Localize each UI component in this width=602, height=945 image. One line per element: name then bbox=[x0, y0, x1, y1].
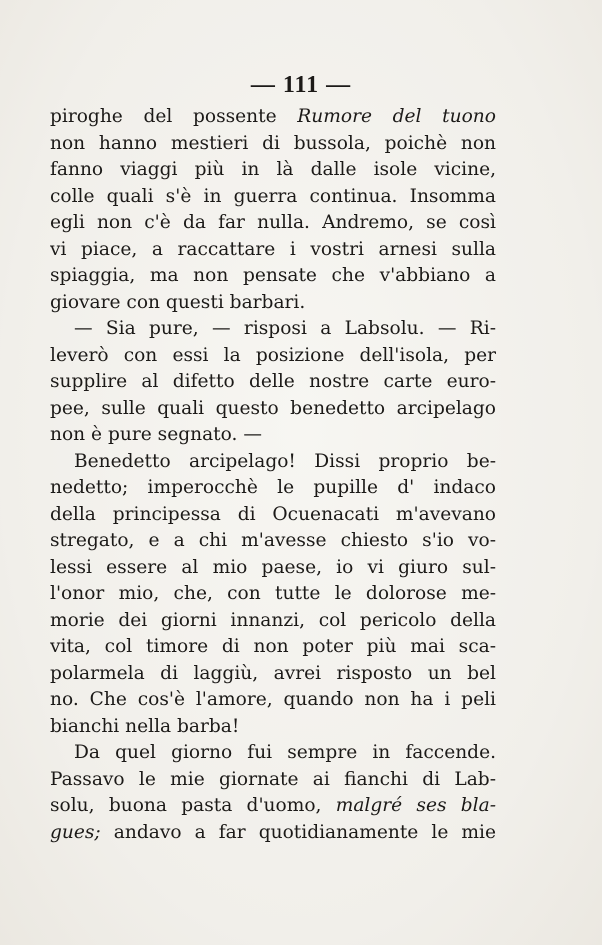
italic-text: malgré ses bla- bbox=[335, 795, 496, 816]
page-number: — 111 — bbox=[250, 72, 352, 98]
text-run: spiaggia, ma non pensate che v'abbiano a bbox=[50, 265, 496, 286]
italic-text: Rumore del tuono bbox=[297, 106, 496, 127]
text-line bbox=[50, 714, 496, 741]
text-run: Passavo le mie giornate ai fianchi di Lab- bbox=[50, 768, 496, 790]
text-line bbox=[50, 634, 496, 661]
text-line bbox=[50, 661, 496, 688]
text-run: fanno viaggi più in là dalle isole vicine, bbox=[50, 159, 496, 180]
text-line bbox=[50, 555, 496, 582]
text-line bbox=[50, 422, 496, 449]
text-line bbox=[50, 263, 496, 290]
text-line bbox=[50, 369, 496, 396]
text-run: giovare con questi barbari. bbox=[50, 291, 306, 313]
text-run: non hanno mestieri di bussola, poichè non bbox=[50, 132, 496, 154]
text-line bbox=[50, 767, 496, 794]
text-run: andavo a far quotidianamente le mie bbox=[100, 821, 496, 843]
text-line bbox=[50, 104, 496, 131]
text-line bbox=[50, 502, 496, 529]
text-run: bianchi nella barba! bbox=[50, 715, 240, 737]
text-line bbox=[50, 687, 496, 714]
text-run: leverò con essi la posizione dell'isola, per bbox=[50, 344, 496, 366]
text-run: Benedetto arcipelago! Dissi proprio be- bbox=[74, 450, 496, 472]
text-line bbox=[50, 820, 496, 847]
text-run: morie dei giorni innanzi, col pericolo della bbox=[50, 609, 496, 631]
text-run: — Sia pure, — risposi a Labsolu. — Ri- bbox=[74, 318, 496, 339]
text-run: stregato, e a chi m'avesse chiesto s'io vo- bbox=[50, 530, 496, 551]
text-run: lessi essere al mio paese, io vi giuro sul- bbox=[50, 556, 496, 578]
text-run: no. Che cos'è l'amore, quando non ha i peli bbox=[50, 689, 496, 710]
text-line bbox=[50, 793, 496, 820]
text-run: piroghe del possente bbox=[50, 106, 298, 127]
text-line bbox=[50, 184, 496, 211]
text-run: vita, col timore di non poter più mai sca- bbox=[50, 636, 496, 657]
text-run: vi piace, a raccattare i vostri arnesi sulla bbox=[50, 238, 496, 260]
text-line bbox=[50, 157, 496, 184]
text-line bbox=[50, 237, 496, 264]
text-run: solu, buona pasta d'uomo, bbox=[50, 795, 336, 816]
text-line bbox=[50, 290, 496, 317]
text-run: della principessa di Ocuenacati m'avevano bbox=[50, 503, 496, 525]
text-run: colle quali s'è in guerra continua. Insomma bbox=[50, 185, 496, 207]
text-line bbox=[50, 131, 496, 158]
text-line bbox=[50, 396, 496, 423]
text-run: egli non c'è da far nulla. Andremo, se così bbox=[50, 212, 496, 233]
text-line bbox=[50, 608, 496, 635]
text-run: supplire al difetto delle nostre carte euro- bbox=[50, 371, 496, 392]
italic-text: gues; bbox=[50, 821, 101, 843]
text-line bbox=[50, 449, 496, 476]
text-run: Da quel giorno fui sempre in faccende. bbox=[74, 742, 496, 763]
text-run: polarmela di laggiù, avrei risposto un bel bbox=[50, 662, 496, 684]
text-line bbox=[50, 210, 496, 237]
text-run: non è pure segnato. — bbox=[50, 424, 262, 445]
text-run: l'onor mio, che, con tutte le dolorose me- bbox=[50, 583, 496, 604]
body-text bbox=[50, 104, 496, 846]
text-line bbox=[50, 740, 496, 767]
text-run: nedetto; imperocchè le pupille d' indaco bbox=[50, 477, 496, 498]
text-line bbox=[50, 343, 496, 370]
text-line bbox=[50, 316, 496, 343]
text-run: pee, sulle quali questo benedetto arcipelago bbox=[50, 397, 496, 419]
text-line bbox=[50, 581, 496, 608]
text-line bbox=[50, 528, 496, 555]
text-line bbox=[50, 475, 496, 502]
